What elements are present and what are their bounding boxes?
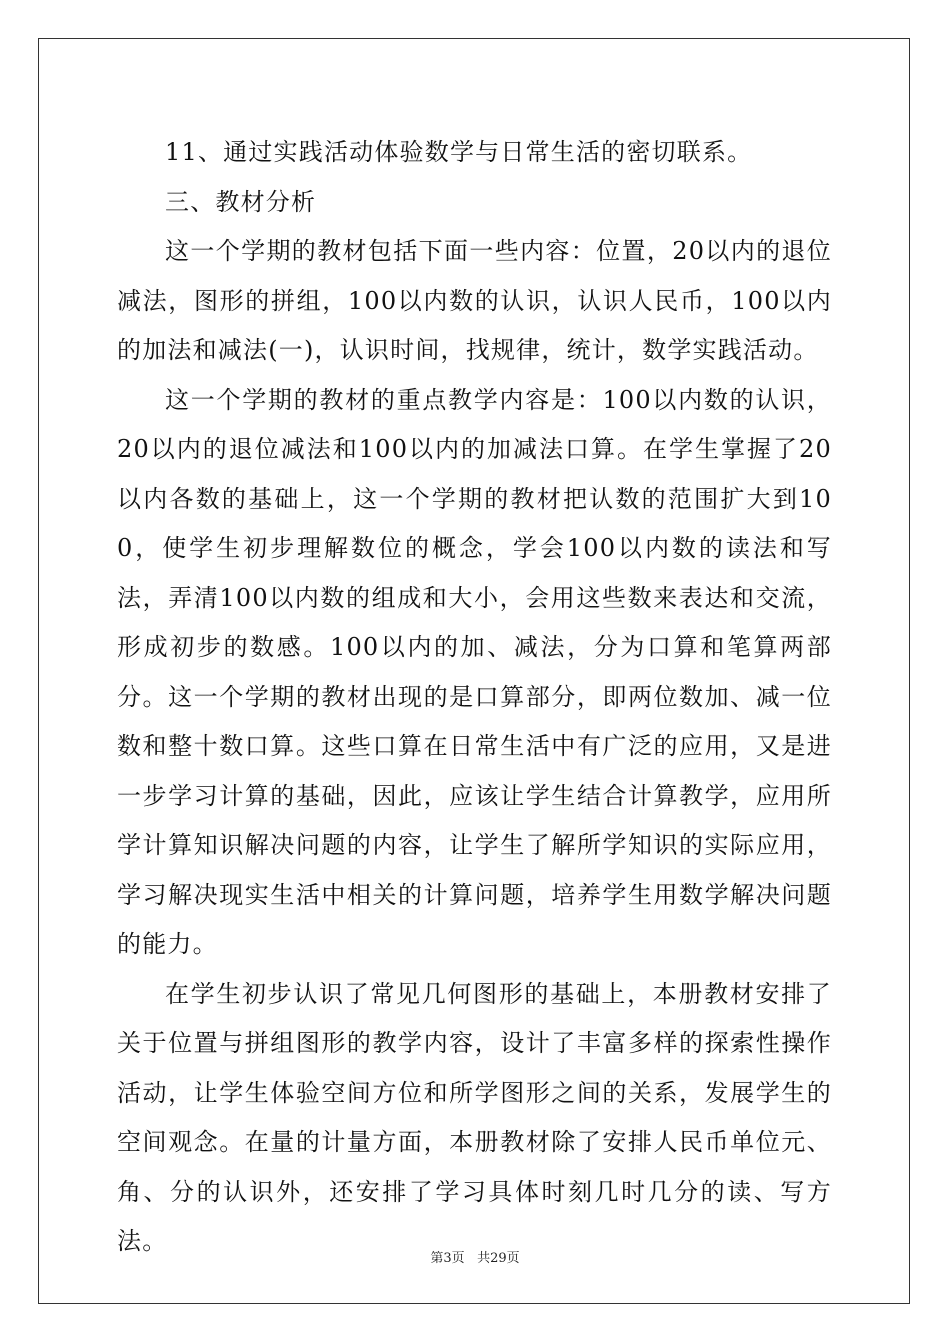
page-total: 共29页 <box>477 1251 520 1266</box>
page-footer <box>0 1247 950 1266</box>
paragraph-teaching-focus: 这一个学期的教材的重点教学内容是：100以内数的认识，20以内的退位减法和100以内的加减法口算。在学生掌握了20以内各数的基础上，这一个学期的教材把认数的范围扩大到100，使学生初步理解数位的概念，学会100以内数的读法和写法，弄清100以内数的组成和大小，会用这些数来表达和交流，形成初步的数感。100以内的加、减法，分为口算和笔算两部分。这一个学期的教材出现的是口算部分，即两位数加、减一位数和整十数口算。这些口算在日常生活中有广泛的应用，又是进一步学习计算的基础，因此，应该让学生结合计算教学，应用所学计算知识解决问题的内容，让学生了解所学知识的实际应用，学习解决现实生活中相关的计算问题，培养学生用数学解决问题的能力。 <box>117 385 832 958</box>
paragraph-goal-11: 11、通过实践活动体验数学与日常生活的密切联系。 <box>165 138 753 166</box>
paragraph-geometry-and-measurement: 在学生初步认识了常见几何图形的基础上，本册教材安排了关于位置与拼组图形的教学内容，设计了丰富多样的探索性操作活动，让学生体验空间方位和所学图形之间的关系，发展学生的空间观念。在量的计量方面，本册教材除了安排人民币单位元、角、分的认识外，还安排了学习具体时刻几时几分的读、写方法。 <box>117 979 832 1255</box>
document-body <box>117 128 832 1267</box>
section-heading-textbook-analysis: 三、教材分析 <box>165 187 317 216</box>
paragraph-textbook-contents: 这一个学期的教材包括下面一些内容：位置，20以内的退位减法，图形的拼组，100以内数的认识，认识人民币，100以内的加法和减法(一)，认识时间，找规律，统计，数学实践活动。 <box>117 237 832 364</box>
page-number: 第3页 <box>430 1251 465 1266</box>
